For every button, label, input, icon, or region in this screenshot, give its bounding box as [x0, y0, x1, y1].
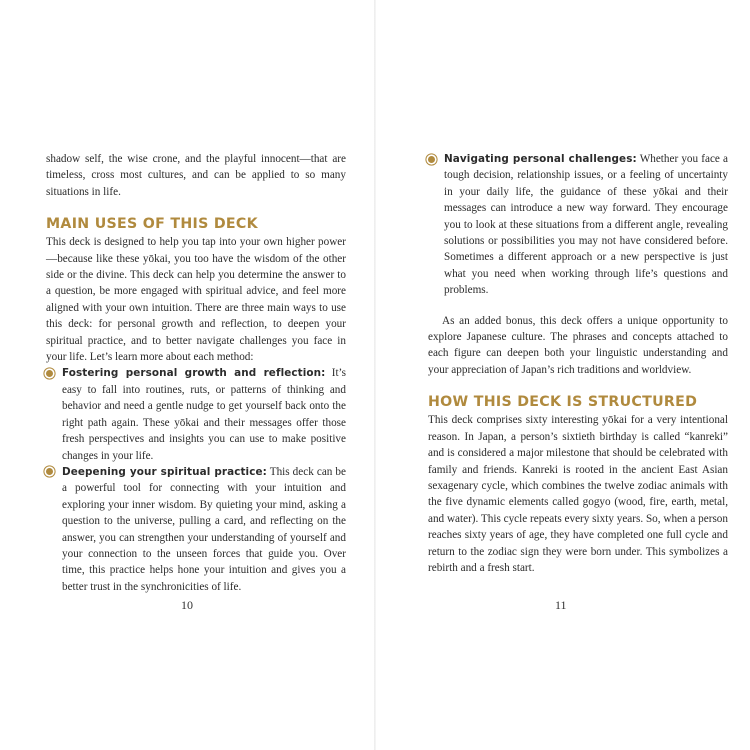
left-text-column	[46, 151, 346, 595]
page-number: 10	[181, 598, 193, 612]
challenges-bullet-list	[428, 151, 728, 299]
list-item	[46, 464, 346, 595]
paragraph-spacer	[428, 299, 728, 313]
bullet-text: It’s easy to fall into routines, ruts, or patterns of thinking and behavior and need a gentle nudge to get yourself back onto the right path again. These yōkai and their messages offer those fresh perspectives and insights you can use to make positive changes in your life.	[62, 367, 347, 462]
intro-paragraph: shadow self, the wise crone, and the playful innocent—that are timeless, cross most cultures, and can be applied to so many situations in life.	[46, 153, 346, 198]
bonus-paragraph: As an added bonus, this deck offers a unique opportunity to explore Japanese culture. The phrases and concepts attached to each figure can deepen both your linguistic understanding and your appreciation of Japan’s rich traditions and worldview.	[428, 314, 728, 376]
bullet-text: Whether you face a tough decision, relationship issues, or a feeling of uncertainty in your daily life, the guidance of these yōkai and their messages can introduce a new way forward. They encourage you to look at these situations from a different angle, revealing solutions or possibilities you may not have considered before. Sometimes a different approach or a new perspective is just what you need when working through life’s questions and problems.	[444, 153, 728, 297]
main-uses-paragraph: This deck is designed to help you tap into your own higher power—because like these yōkai, you too have the wisdom of the other side or the divine. This deck can help you determine the answer to a question, be more engaged with spiritual advice, and feel more aligned with your own intuition. There are three main ways to use this deck: for personal growth and reflection, to deepen your spiritual practice, and to better navigate challenges you face in your life. Let’s learn more about each method:	[46, 236, 346, 364]
right-text-column	[428, 151, 728, 576]
uses-bullet-list	[46, 365, 346, 595]
circle-bullet-icon	[428, 156, 435, 163]
circle-bullet-icon	[46, 468, 53, 475]
bullet-lead: Navigating personal challenges:	[444, 153, 637, 165]
page-number: 11	[555, 598, 567, 612]
structure-paragraph: This deck comprises sixty interesting yōkai for a very intentional reason. In Japan, a person’s sixtieth birthday is called “kanreki” and is considered a major milestone that should be celebrated with family and friends. Kanreki is rooted in the ancient East Asian sexagenary cycle, which combines the twelve zodiac animals with the five dynamic elements called gogyo (wood, fire, earth, metal, and water). This cycle repeats every sixty years. So, when a person reaches sixty years of age, they have completed one full cycle and return to the zodiac sign they were born under. This symbolizes a rebirth and a fresh start.	[428, 414, 728, 574]
bullet-lead: Deepening your spiritual practice:	[62, 465, 267, 478]
right-page	[376, 0, 750, 750]
section-heading-structure: HOW THIS DECK IS STRUCTURED	[428, 394, 698, 411]
list-item	[46, 365, 346, 463]
left-page	[0, 0, 374, 750]
list-item	[428, 151, 728, 299]
section-heading-main-uses: MAIN USES OF THIS DECK	[46, 216, 258, 233]
bullet-lead: Fostering personal growth and reflection:	[62, 367, 326, 380]
bullet-text: This deck can be a powerful tool for connecting with your intuition and exploring your inner wisdom. By quieting your mind, asking a question to the universe, pulling a card, and reflecting on the answer, you can strengthen your understanding of yourself and your connection to the unseen forces that guide you. Over time, this practice helps hone your intuition and gives you a better trust in the synchronicities of life.	[62, 465, 346, 593]
circle-bullet-icon	[46, 370, 53, 377]
